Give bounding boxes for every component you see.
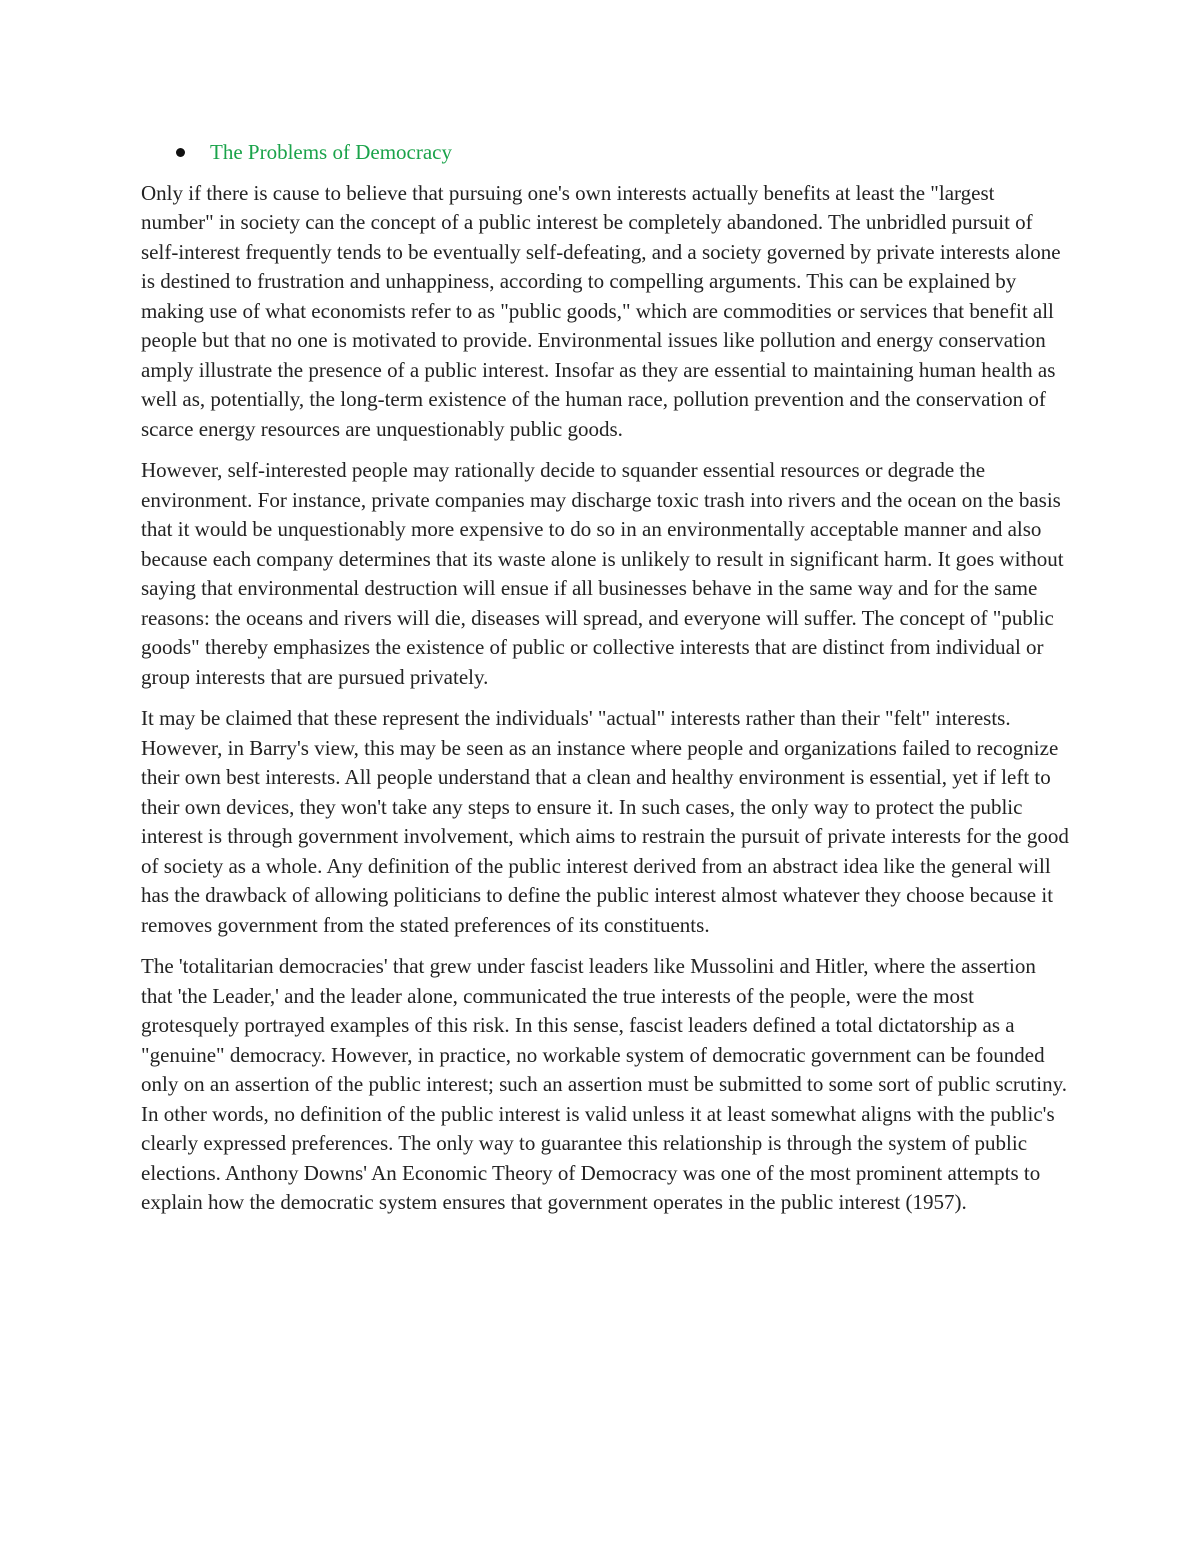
bullet-dot-icon [176, 148, 185, 157]
section-heading: The Problems of Democracy [210, 140, 453, 164]
document-page [141, 138, 1071, 1230]
paragraph-2: However, self-interested people may rationally decide to squander essential resources or degrade the environment. For instance, private companies may discharge toxic trash into rivers and the ocean on the basis that it would be unquestionably more expensive to do so in an environmentally acceptable manner and also because each company determines that its waste alone is unlikely to result in significant harm. It goes without saying that environmental destruction will ensue if all businesses behave in the same way and for the same reasons: the oceans and rivers will die, diseases will spread, and everyone will suffer. The concept of "public goods" thereby emphasizes the existence of public or collective interests that are distinct from individual or group interests that are pursued privately. [141, 458, 1064, 689]
heading-list-item [141, 138, 1071, 168]
paragraph-4: The 'totalitarian democracies' that grew under fascist leaders like Mussolini and Hitler, where the assertion that 'the Leader,' and the leader alone, communicated the true interests of the people, were the most grotesquely portrayed examples of this risk. In this sense, fascist leaders defined a total dictatorship as a "genuine" democracy. However, in practice, no workable system of democratic government can be founded only on an assertion of the public interest; such an assertion must be submitted to some sort of public scrutiny. In other words, no definition of the public interest is valid unless it at least somewhat aligns with the public's clearly expressed preferences. The only way to guarantee this relationship is through the system of public elections. Anthony Downs' An Economic Theory of Democracy was one of the most prominent attempts to explain how the democratic system ensures that government operates in the public interest (1957). [141, 954, 1067, 1214]
paragraph-1: Only if there is cause to believe that pursuing one's own interests actually benefits at least the "largest number" in society can the concept of a public interest be completely abandoned. The unbridled pursuit of self-interest frequently tends to be eventually self-defeating, and a society governed by private interests alone is destined to frustration and unhappiness, according to compelling arguments. This can be explained by making use of what economists refer to as "public goods," which are commodities or services that benefit all people but that no one is motivated to provide. Environmental issues like pollution and energy conservation amply illustrate the presence of a public interest. Insofar as they are essential to maintaining human health as well as, potentially, the long-term existence of the human race, pollution prevention and the conservation of scarce energy resources are unquestionably public goods. [141, 180, 1061, 441]
paragraph-3: It may be claimed that these represent the individuals' "actual" interests rather than their "felt" interests. However, in Barry's view, this may be seen as an instance where people and organizations failed to recognize their own best interests. All people understand that a clean and healthy environment is essential, yet if left to their own devices, they won't take any steps to ensure it. In such cases, the only way to protect the public interest is through government involvement, which aims to restrain the pursuit of private interests for the good of society as a whole. Any definition of the public interest derived from an abstract idea like the general will has the drawback of allowing politicians to define the public interest almost whatever they choose because it removes government from the stated preferences of its constituents. [141, 706, 1069, 937]
